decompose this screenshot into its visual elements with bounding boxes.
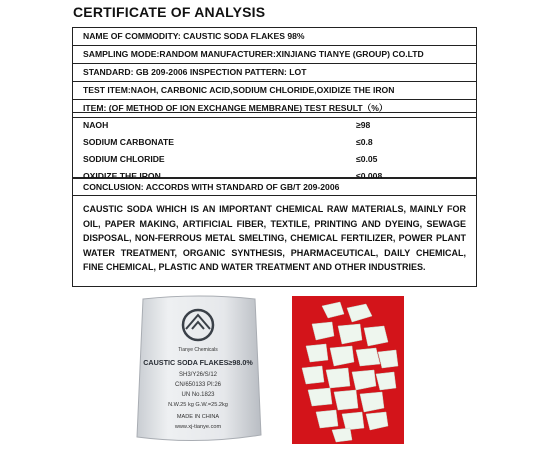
results-table [72,112,477,181]
bag-brand: Tianye Chemicals [178,347,218,353]
bag-website: www.xj-tianye.com [174,424,222,430]
conclusion-box [72,178,477,196]
sampling-row: SAMPLING MODE:RANDOM MANUFACTURER:XINJIANG TIANYE (GROUP) CO.LTD [73,46,476,64]
result-item: NAOH [83,120,109,130]
bag-graphic [135,295,263,445]
standard-row: STANDARD: GB 209-2006 INSPECTION PATTERN: LOT [73,64,476,82]
result-value: ≤0.05 [356,154,378,164]
result-row [73,117,476,134]
bag-code: SH3/Y26/S/12 [178,372,218,378]
result-item: OXIDIZE THE IRON [83,171,161,181]
commodity-row: NAME OF COMMODITY: CAUSTIC SODA FLAKES 98% [73,28,476,46]
flakes-graphic [292,296,404,444]
result-item: SODIUM CHLORIDE [83,154,165,164]
flakes-photo [292,296,404,444]
bag-product-name: CAUSTIC SODA FLAKES≥98.0% [143,358,253,367]
bag-made-in: MADE IN CHINA [176,414,220,420]
bag-code: CN/650133 PI:26 [174,382,222,388]
bag-weights: N.W.25 kg G.W.=25.2kg [168,402,228,408]
item-header-row: ITEM: (OF METHOD OF ION EXCHANGE MEMBRANE) TEST RESULT（%） [83,103,388,113]
description-box [72,195,477,287]
description-text: CAUSTIC SODA WHICH IS AN IMPORTANT CHEMICAL RAW MATERIALS, MAINLY FOR OIL, PAPER MAKING, ARTIFICIAL FIBER, TEXTILE, PRINTING AND DYEING, SEWAGE DISPOSAL, NON-FERROUS METAL SMELTING, CHEMICAL FERTILIZER, POWER PLANT WATER TREATMENT, ORGANIC SYNTHESIS, PHARMACEUTICAL, DAILY CHEMICAL, FINE CHEMICAL, PLASTIC AND WATER TREATMENT AND OTHER INDUSTRIES. [83,204,466,273]
result-item: SODIUM CARBONATE [83,137,175,147]
page-title: CERTIFICATE OF ANALYSIS [73,4,266,20]
result-value: ≥98 [356,120,371,130]
conclusion-text: CONCLUSION: ACCORDS WITH STANDARD OF GB/T 209-2006 [83,182,340,192]
result-value: ≤0.8 [356,137,373,147]
info-table [72,27,477,118]
result-value: ≤0.008 [356,171,383,181]
test-item-row: TEST ITEM:NAOH, CARBONIC ACID,SODIUM CHLORIDE,OXIDIZE THE IRON [73,82,476,100]
bag-un-number: UN No.1823 [181,392,215,398]
result-row [73,151,476,168]
result-row [73,134,476,151]
product-bag-photo [135,295,263,445]
